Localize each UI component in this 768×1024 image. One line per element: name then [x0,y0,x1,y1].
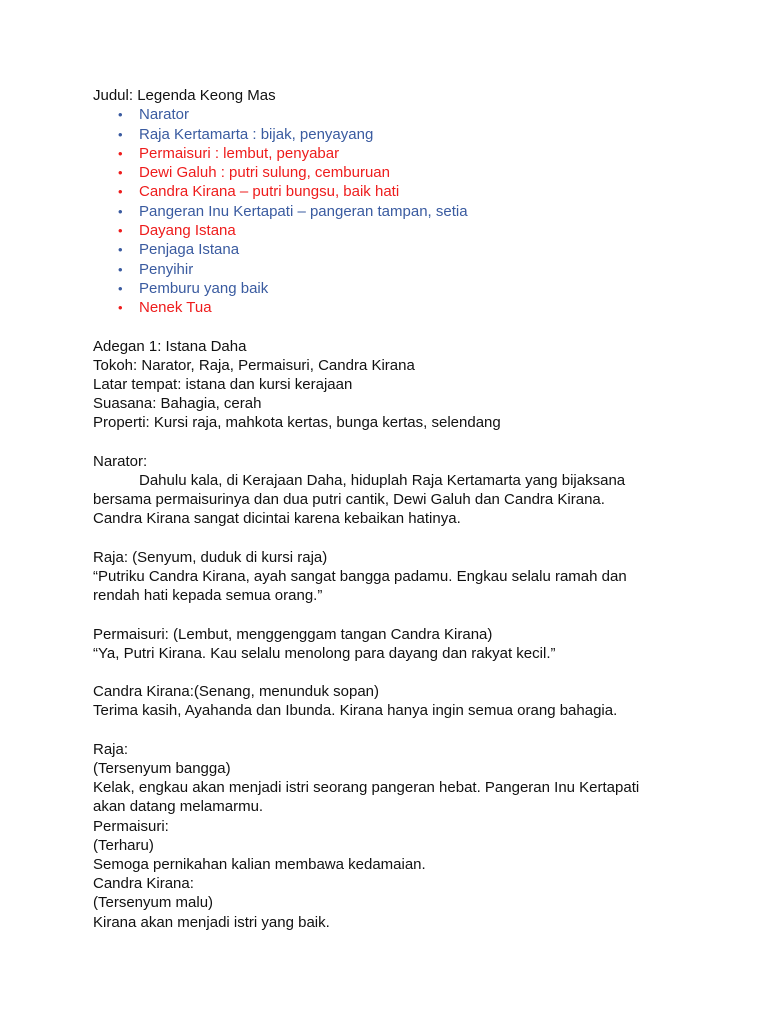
bullet-icon: • [118,184,123,200]
cast-list-item [118,298,683,317]
raja-label: Raja: [93,740,129,758]
narrator-text-line: Dahulu kala, di Kerajaan Daha, hiduplah Raja Kertamarta yang bijaksana [139,472,626,490]
cast-list-item [118,125,683,144]
bullet-icon: • [118,203,123,219]
narrator-text-line: Candra Kirana sangat dicintai karena kebaikan hatinya. [93,510,461,528]
bullet-icon: • [118,300,123,316]
document-page [93,86,683,932]
cast-list-item [118,279,683,298]
bullet-icon: • [118,222,123,238]
bullet-icon: • [118,145,123,161]
bullet-icon: • [118,242,123,258]
blank-line [93,529,683,548]
raja-direction: (Tersenyum bangga) [93,760,231,778]
cast-list-item-text: Permaisuri : lembut, penyabar [139,144,340,162]
cast-list-item [118,240,683,259]
cast-list-item-text: Pangeran Inu Kertapati – pangeran tampan, setia [139,202,468,220]
cast-list-item [118,105,683,124]
document-title: Judul: Legenda Keong Mas [93,87,276,104]
cast-list-item [118,221,683,240]
bullet-icon: • [118,107,123,123]
permaisuri-direction: (Terharu) [93,836,154,854]
cast-list-item [118,202,683,221]
cast-list-item [118,260,683,279]
cast-list-item-text: Narator [139,106,190,124]
scene-setting: Latar tempat: istana dan kursi kerajaan [93,376,353,394]
scene-mood: Suasana: Bahagia, cerah [93,395,262,413]
scene-heading: Adegan 1: Istana Daha [93,337,247,355]
candra-dialog-line: Kirana akan menjadi istri yang baik. [93,913,330,931]
scene-props: Properti: Kursi raja, mahkota kertas, bunga kertas, selendang [93,414,501,432]
permaisuri-dialog-line: Semoga pernikahan kalian membawa kedamaian. [93,856,426,874]
blank-line [93,721,683,740]
candra-direction: Candra Kirana:(Senang, menunduk sopan) [93,683,380,701]
blank-line [93,433,683,452]
raja-dialog-line: Kelak, engkau akan menjadi istri seorang pangeran hebat. Pangeran Inu Kertapati [93,779,640,797]
cast-list [93,105,683,317]
candra-direction: (Tersenyum malu) [93,894,214,912]
scene-characters: Tokoh: Narator, Raja, Permaisuri, Candra Kirana [93,356,415,374]
bullet-icon: • [118,280,123,296]
cast-list-item-text: Pemburu yang baik [139,279,269,297]
blank-line [93,663,683,682]
cast-list-item [118,144,683,163]
cast-list-item-text: Candra Kirana – putri bungsu, baik hati [139,183,400,201]
permaisuri-label: Permaisuri: [93,817,169,835]
candra-label: Candra Kirana: [93,875,194,893]
candra-dialog-line: Terima kasih, Ayahanda dan Ibunda. Kirana hanya ingin semua orang bahagia. [93,702,618,720]
narrator-label: Narator: [93,452,148,470]
cast-list-item [118,182,683,201]
cast-list-item-text: Nenek Tua [139,299,212,317]
raja-direction: Raja: (Senyum, duduk di kursi raja) [93,548,328,566]
cast-list-item-text: Raja Kertamarta : bijak, penyayang [139,125,374,143]
raja-dialog-line: rendah hati kepada semua orang.” [93,587,323,605]
blank-line [93,317,683,336]
permaisuri-dialog-line: “Ya, Putri Kirana. Kau selalu menolong para dayang dan rakyat kecil.” [93,644,556,662]
narrator-text-line: bersama permaisurinya dan dua putri cantik, Dewi Galuh dan Candra Kirana. [93,491,605,509]
cast-list-item-text: Dayang Istana [139,221,236,239]
cast-list-item-text: Dewi Galuh : putri sulung, cemburuan [139,164,390,182]
raja-dialog-line: akan datang melamarmu. [93,798,264,816]
cast-list-item [118,163,683,182]
raja-dialog-line: “Putriku Candra Kirana, ayah sangat bangga padamu. Engkau selalu ramah dan [93,568,627,586]
bullet-icon: • [118,126,123,142]
permaisuri-direction: Permaisuri: (Lembut, menggenggam tangan Candra Kirana) [93,625,493,643]
cast-list-item-text: Penjaga Istana [139,241,240,259]
bullet-icon: • [118,165,123,181]
blank-line [93,605,683,624]
bullet-icon: • [118,261,123,277]
cast-list-item-text: Penyihir [139,260,194,278]
